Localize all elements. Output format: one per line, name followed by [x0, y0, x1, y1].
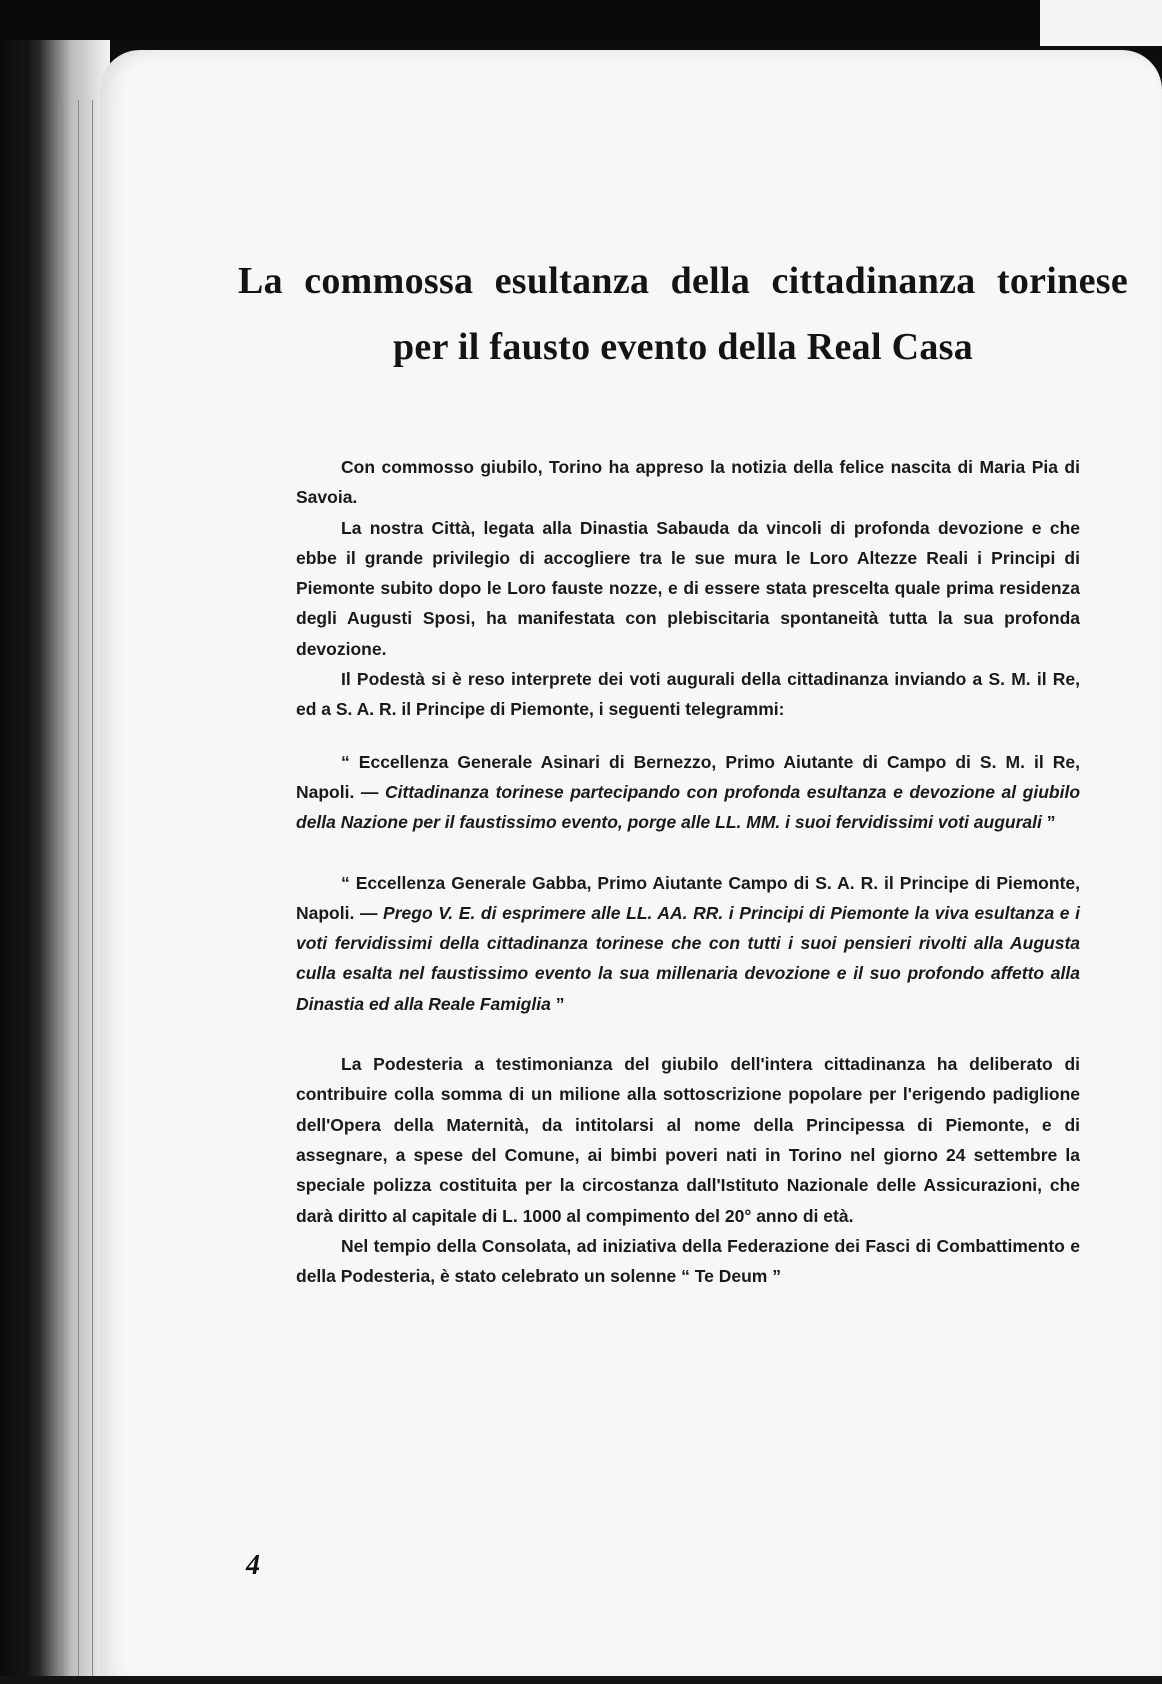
page-edge-line [92, 100, 93, 1684]
telegram-address: “ Eccellenza Generale Gabba, Primo Aiutante Campo di S. A. R. il Principe di Piemonte, Napoli. — [296, 872, 1080, 923]
page-edge-line [78, 100, 79, 1684]
article-title [238, 248, 1128, 380]
telegram-close: ” [1041, 812, 1056, 833]
title-line-2: per il fausto evento della Real Casa [392, 326, 974, 368]
paragraph: La Podesteria a testimonianza del giubilo dell'intera cittadinanza ha deliberato di contribuire colla somma di un milione alla sottoscrizione popolare per l'erigendo padiglione dell'Opera della Maternità, da intitolarsi al nome della Principessa di Piemonte, e di assegnare, a spese del Comune, ai bimbi poveri nati in Torino nel giorno 24 settembre la speciale polizza costituita per la circostanza dall'Istituto Nazionale delle Assicurazioni, che darà diritto al capitale di L. 1000 al compimento del 20° anno di età. [296, 1054, 1080, 1226]
page-edge-line [62, 100, 63, 1684]
telegram-close: ” [550, 993, 565, 1014]
scan-border-bottom [0, 1676, 1162, 1684]
scan-corner [1040, 0, 1162, 46]
telegram-message: Cittadinanza torinese partecipando con profonda esultanza e devozione al giubilo della Nazione per il faustissimo evento, porge alle LL. MM. i suoi fervidissimi voti augurali [296, 781, 1081, 833]
telegram [296, 747, 1080, 838]
telegram-message: Prego V. E. di esprimere alle LL. AA. RR. i Principi di Piemonte la viva esultanza e i voti fervidissimi della cittadinanza torinese che con tutti i suoi pensieri rivolti alla Augusta culla esalta nel faustissimo evento la sua millenaria devozione e il suo profondo affetto alla Dinastia ed alla Reale Famiglia [296, 902, 1080, 1014]
telegram-address: “ Eccellenza Generale Asinari di Bernezzo, Primo Aiutante di Campo di S. M. il Re, Napoli. — [296, 751, 1080, 802]
scan-border-top [0, 0, 1040, 40]
paragraph: Il Podestà si è reso interprete dei voti augurali della cittadinanza inviando a S. M. il Re, ed a S. A. R. il Principe di Piemonte, i seguenti telegrammi: [296, 669, 1080, 720]
telegram [296, 868, 1080, 1019]
book-page-edges [0, 40, 110, 1684]
paragraph: Con commosso giubilo, Torino ha appreso la notizia della felice nascita di Maria Pia di Savoia. [296, 457, 1080, 508]
article-body [296, 452, 1080, 1291]
paragraph: Nel tempio della Consolata, ad iniziativa della Federazione dei Fasci di Combattimento e della Podesteria, è stato celebrato un solenne “ Te Deum ” [296, 1235, 1080, 1287]
paragraph: La nostra Città, legata alla Dinastia Sabauda da vincoli di profonda devozione e che ebbe il grande privilegio di accogliere tra le sue mura le Loro Altezze Reali i Principi di Piemonte subito dopo le Loro fauste nozze, e di essere stata prescelta quale prima residenza degli Augusti Sposi, ha manifestata con plebiscitaria spontaneità tutta la sua profonda devozione. [296, 517, 1080, 659]
page-number: 4 [246, 1550, 260, 1581]
title-line-1: La commossa esultanza della cittadinanza torinese [238, 260, 1128, 302]
